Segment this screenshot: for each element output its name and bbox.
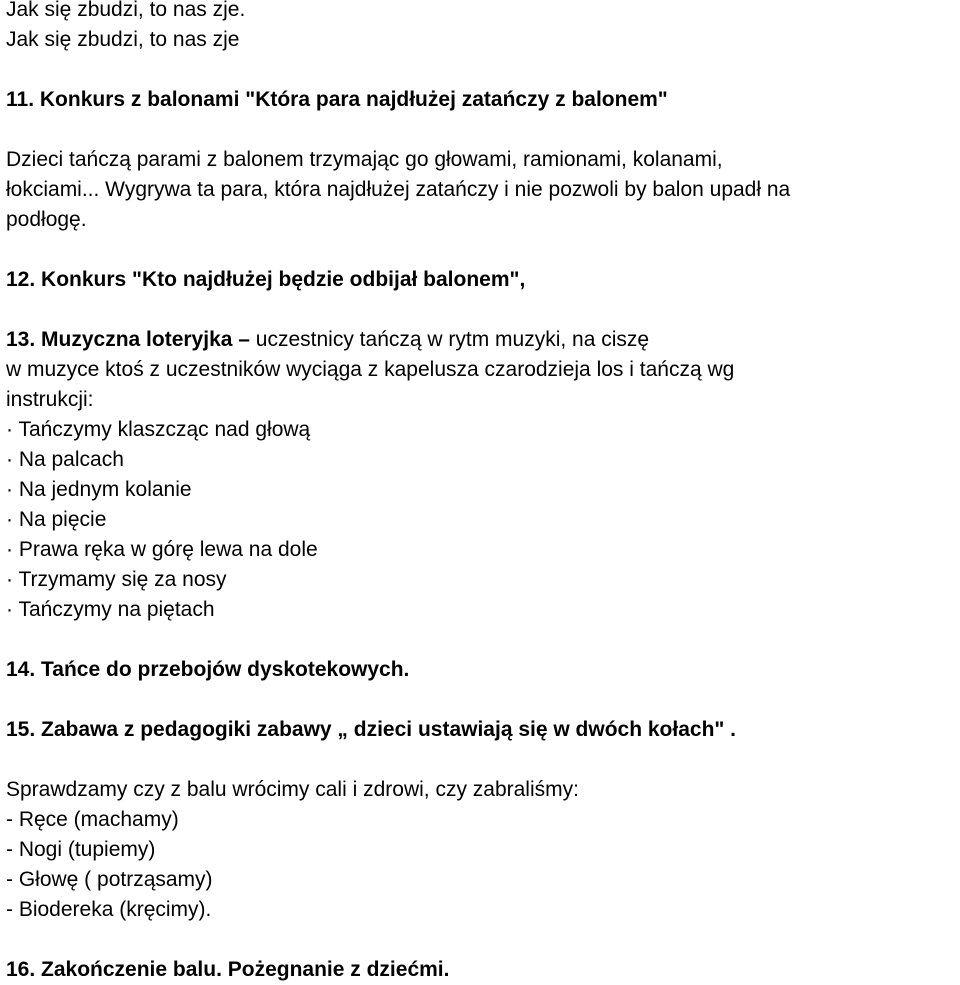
section-13-item: · Prawa ręka w górę lewa na dole bbox=[6, 538, 318, 561]
section-16-heading: 16. Zakończenie balu. Pożegnanie z dziećmi. bbox=[6, 958, 450, 981]
section-13-first-line bbox=[6, 325, 956, 355]
section-13-item: · Na pięcie bbox=[6, 508, 107, 531]
section-11-text-2: łokciami... Wygrywa ta para, która najdłużej zatańczy i nie pozwoli by balon upadł na bbox=[6, 178, 791, 201]
document-body bbox=[6, 0, 956, 985]
section-13-dash: – bbox=[238, 328, 250, 351]
section-15-item: - Nogi (tupiemy) bbox=[6, 838, 156, 861]
section-15-item: - Ręce (machamy) bbox=[6, 808, 179, 831]
section-13-text-2: instrukcji: bbox=[6, 388, 94, 411]
intro-line-1: Jak się zbudzi, to nas zje. bbox=[6, 0, 246, 21]
intro-line-2: Jak się zbudzi, to nas zje bbox=[6, 28, 240, 51]
section-15-intro: Sprawdzamy czy z balu wrócimy cali i zdrowi, czy zabraliśmy: bbox=[6, 778, 579, 801]
section-11-heading: 11. Konkurs z balonami "Która para najdłużej zatańczy z balonem" bbox=[6, 88, 668, 111]
section-13-item: · Na palcach bbox=[6, 448, 124, 471]
section-11-text-3: podłogę. bbox=[6, 208, 87, 231]
section-14-heading: 14. Tańce do przebojów dyskotekowych. bbox=[6, 658, 410, 681]
section-13-item: · Trzymamy się za nosy bbox=[6, 568, 227, 591]
section-13-item: · Na jednym kolanie bbox=[6, 478, 192, 501]
section-13-item: · Tańczymy na piętach bbox=[6, 598, 215, 621]
section-13-item: · Tańczymy klaszcząc nad głową bbox=[6, 418, 311, 441]
section-13-text-1: w muzyce ktoś z uczestników wyciąga z kapelusza czarodzieja los i tańczą wg bbox=[6, 358, 735, 381]
section-13-lead: uczestnicy tańczą w rytm muzyki, na ciszę bbox=[249, 328, 650, 351]
section-13-heading: 13. Muzyczna loteryjka bbox=[6, 328, 233, 351]
section-15-heading: 15. Zabawa z pedagogiki zabawy „ dzieci ustawiają się w dwóch kołach" . bbox=[6, 718, 737, 741]
section-15-item: - Głowę ( potrząsamy) bbox=[6, 868, 213, 891]
section-15-item: - Biodereka (kręcimy). bbox=[6, 898, 212, 921]
section-11-text-1: Dzieci tańczą parami z balonem trzymając go głowami, ramionami, kolanami, bbox=[6, 148, 723, 171]
section-12-heading: 12. Konkurs "Kto najdłużej będzie odbijał balonem", bbox=[6, 268, 526, 291]
